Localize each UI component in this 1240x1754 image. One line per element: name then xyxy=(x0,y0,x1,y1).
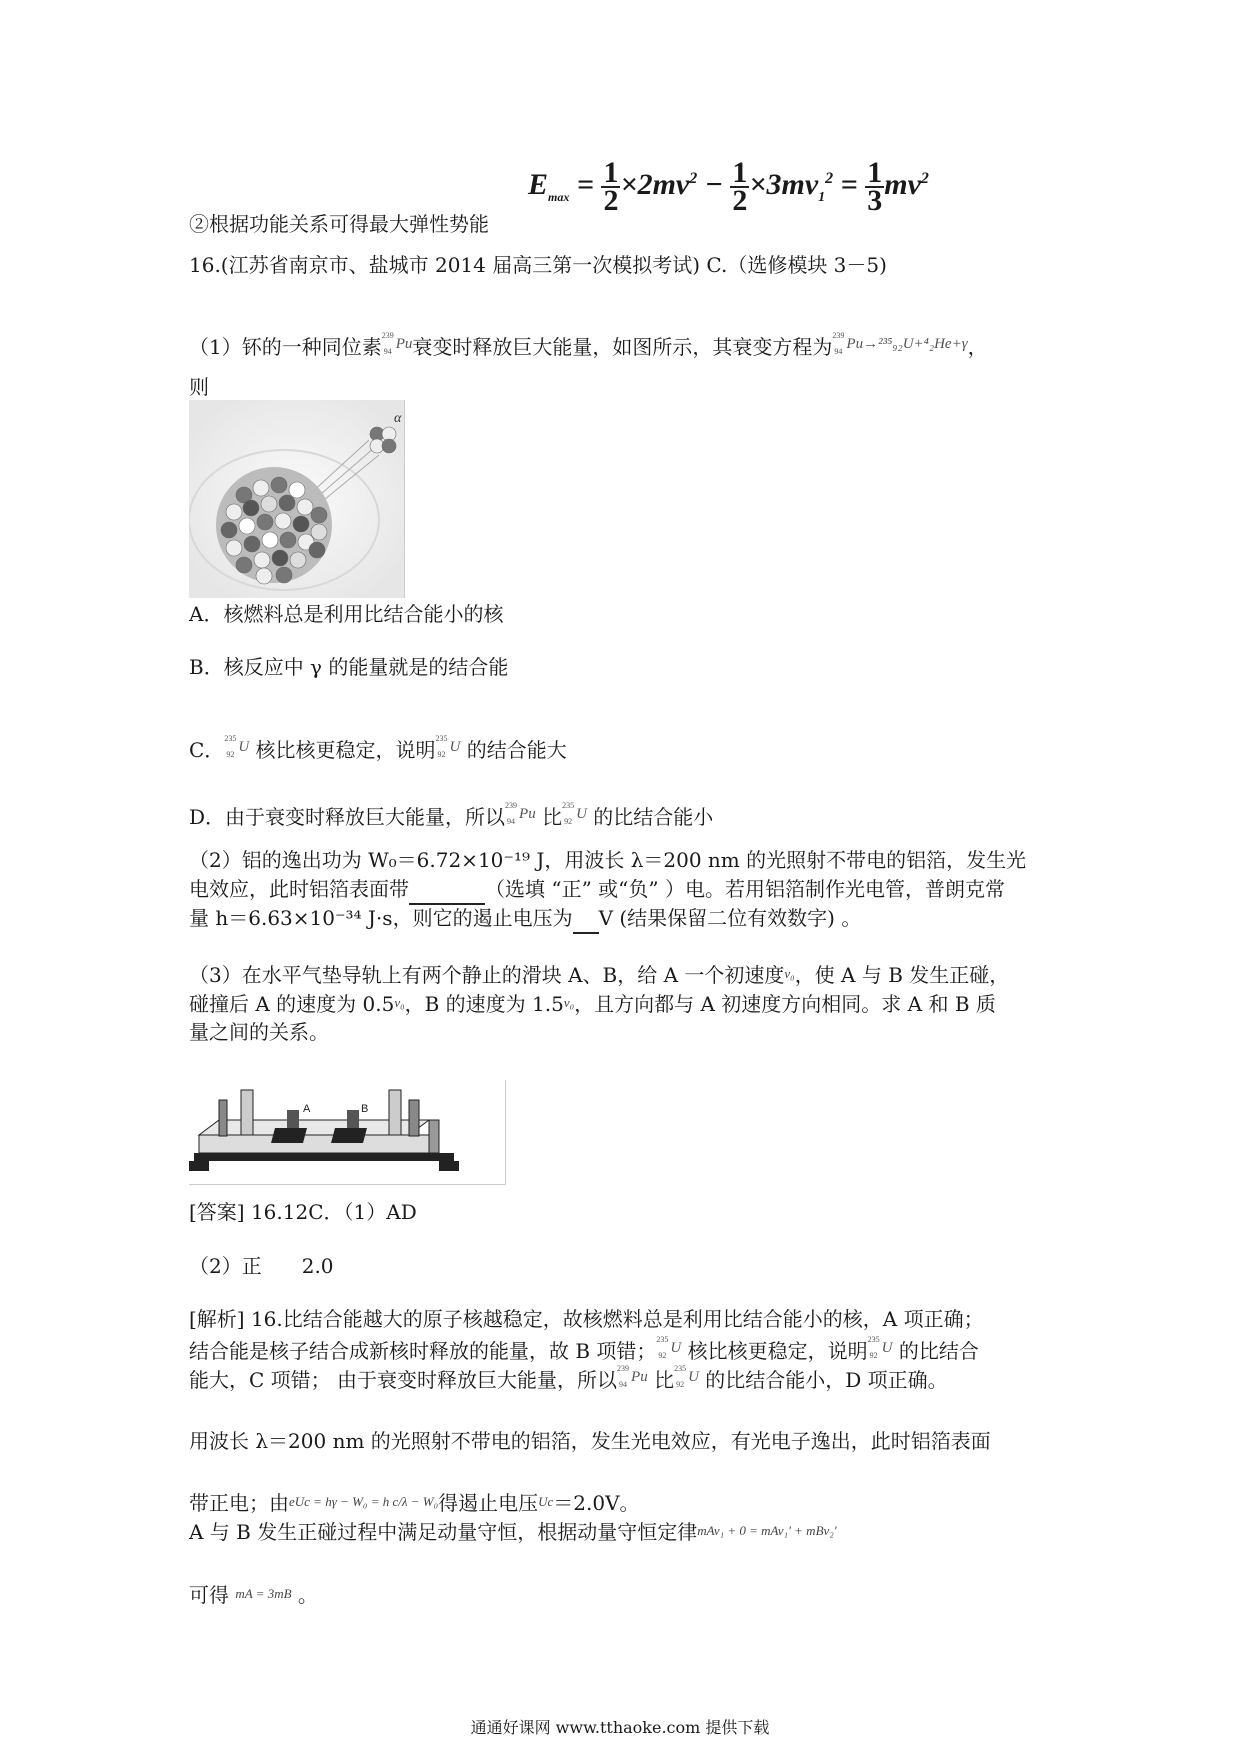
decay-equation: 239 94 Pu→²³⁵₉₂U+⁴₂He+γ xyxy=(832,331,968,356)
explanation-line-7: 可得 $^{mA = 3mB}$ 。 xyxy=(189,1583,318,1607)
explanation-line-5: 带正电；由$^{eUc = h\gamma - W_0 = h c/\lambda - W_0}$得遏止电压$^{Uc}$＝2.0V。 xyxy=(189,1491,640,1515)
q2-line-1: （2）铝的逸出功为 W₀＝6.72×10⁻¹⁹ J，用波长 λ＝200 nm 的光照射不带电的铝箔，发生光 xyxy=(189,848,1027,872)
answer-blank-voltage xyxy=(573,904,599,934)
q3-line-2: 碰撞后 A 的速度为 $0.5^{v_0}$，B 的速度为 $1.5^{v_0}$，且方向都与 A 初速度方向相同。求 A 和 B 质 xyxy=(189,992,996,1016)
q1-then: 则 xyxy=(189,375,209,399)
explanation-line-4: 用波长 λ＝200 nm 的光照射不带电的铝箔，发生光电效应，有光电子逸出，此时铝箔表面 xyxy=(189,1429,991,1453)
mass-relation: mA = 3mB xyxy=(235,1586,292,1601)
q3-line-1: （3）在水平气垫导轨上有两个静止的滑块 A、B，给 A 一个初速度$^{v_0}$，使 A 与 B 发生正碰， xyxy=(189,963,1010,987)
q1-line: （1）钚的一种同位素 239 94 Pu衰变时释放巨大能量，如图所示，其衰变方程为 239 94 Pu→²³⁵₉₂U+⁴₂He+γ， xyxy=(189,331,988,359)
explanation-line-3: 能大，C 项错； 由于衰变时释放巨大能量，所以 239 94 Pu 比 235 92 U 的比结合能小，D 项正确。 xyxy=(189,1364,948,1392)
question-16-header: 16.(江苏省南京市、盐城市 2014 届高三第一次模拟考试) C.（选修模块 3－5) xyxy=(189,253,887,277)
q2-line-2: 电效应，此时铝箔表面带 （选填 “正” 或“负” ）电。若用铝箔制作光电管，普朗克常 xyxy=(189,875,1005,905)
energy-equation: $E_{max}$ = $\frac{1}{2}\times 2mv^2$ − $\frac{1}{2}\times 3mv_1^2$ = $\frac{1}{3}mv^2$ xyxy=(528,156,929,217)
explanation-line-6: A 与 B 发生正碰过程中满足动量守恒，根据动量守恒定律$^{mAv_1 + 0 = mAv_1' + mBv_2'}$ xyxy=(189,1520,837,1544)
option-a: A．核燃料总是利用比结合能小的核 xyxy=(189,602,504,626)
explanation-line-2: 结合能是核子结合成新核时释放的能量，故 B 项错； 235 92 U 核比核更稳定，说明 235 92 U 的比结合 xyxy=(189,1335,979,1363)
pu-nuclide: 239 94 Pu xyxy=(381,331,413,356)
nucleus-figure xyxy=(189,400,405,598)
momentum-equation: mAv₁ + 0 = mAv₁′ + mBv₂′ xyxy=(697,1523,837,1538)
page-footer: 通通好课网 www.tthaoke.com 提供下载 xyxy=(470,1718,770,1737)
q3-line-3: 量之间的关系。 xyxy=(189,1020,329,1044)
answer-line-2: （2）正 2.0 xyxy=(189,1254,334,1278)
option-d: D．由于衰变时释放巨大能量，所以 239 94 Pu 比 235 92 U 的比结合能小 xyxy=(189,801,714,829)
track-label-a: A xyxy=(303,1103,311,1115)
alpha-label: α xyxy=(394,411,402,426)
answer-line-1: [答案] 16.12C．（1）AD xyxy=(189,1200,417,1224)
photoelectric-equation: eUc = hγ − W₀ = h c/λ − W₀ xyxy=(289,1494,439,1509)
option-b: B．核反应中 γ 的能量就是的结合能 xyxy=(189,655,509,679)
track-label-b: B xyxy=(361,1103,369,1115)
air-track-figure xyxy=(189,1080,506,1185)
q2-line-3: 量 h＝6.63×10⁻³⁴ J·s，则它的遏止电压为 V (结果保留二位有效数字) 。 xyxy=(189,904,861,934)
answer-blank-charge xyxy=(409,875,485,905)
explanation-line-1: [解析] 16.比结合能越大的原子核越稳定，故核燃料总是利用比结合能小的核，A 项正确； xyxy=(189,1307,984,1331)
option-c: C． 235 92 U 核比核更稳定，说明 235 92 U 的结合能大 xyxy=(189,734,567,762)
energy-label: ②根据功能关系可得最大弹性势能 xyxy=(189,212,489,236)
